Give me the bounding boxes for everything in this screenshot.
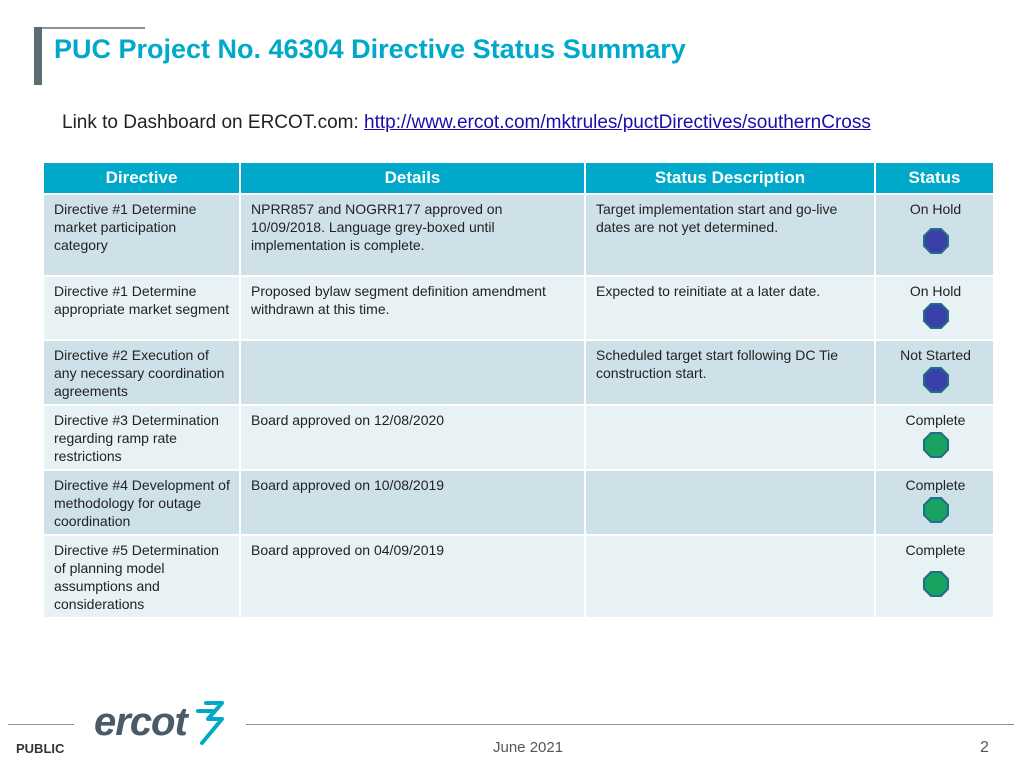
details-cell: Board approved on 10/08/2019 bbox=[241, 471, 584, 534]
classification-label: PUBLIC bbox=[16, 741, 65, 756]
details-cell: Board approved on 04/09/2019 bbox=[241, 536, 584, 617]
description-cell bbox=[586, 471, 874, 534]
status-octagon-icon bbox=[923, 571, 949, 597]
status-label: Not Started bbox=[900, 347, 971, 363]
directive-cell: Directive #3 Determination regarding ramp rate restrictions bbox=[44, 406, 239, 469]
table-header-row bbox=[44, 163, 993, 193]
status-label: Complete bbox=[905, 542, 966, 558]
dashboard-link-line bbox=[62, 112, 871, 134]
logo-wordmark: ercot bbox=[94, 700, 187, 744]
octagon-shape bbox=[924, 572, 948, 596]
octagon-shape bbox=[924, 433, 948, 457]
description-cell: Target implementation start and go-live dates are not yet determined. bbox=[586, 195, 874, 275]
table-row bbox=[44, 277, 993, 339]
details-cell: NPRR857 and NOGRR177 approved on 10/09/2018. Language grey-boxed until implementation is complete. bbox=[241, 195, 584, 275]
octagon-shape bbox=[924, 498, 948, 522]
table-row bbox=[44, 406, 993, 469]
status-cell bbox=[876, 341, 993, 404]
status-cell bbox=[876, 536, 993, 617]
details-cell bbox=[241, 341, 584, 404]
title-accent-bar bbox=[34, 27, 42, 85]
ercot-logo bbox=[94, 697, 229, 747]
header-status-description: Status Description bbox=[586, 163, 874, 193]
table-row bbox=[44, 195, 993, 275]
details-cell: Proposed bylaw segment definition amendment withdrawn at this time. bbox=[241, 277, 584, 339]
page-title: PUC Project No. 46304 Directive Status Summary bbox=[54, 34, 686, 64]
footer-date: June 2021 bbox=[493, 739, 564, 756]
page-number: 2 bbox=[980, 739, 989, 756]
directive-cell: Directive #1 Determine appropriate market segment bbox=[44, 277, 239, 339]
directive-cell: Directive #2 Execution of any necessary coordination agreements bbox=[44, 341, 239, 404]
octagon-shape bbox=[924, 229, 948, 253]
description-cell: Expected to reinitiate at a later date. bbox=[586, 277, 874, 339]
octagon-shape bbox=[924, 368, 948, 392]
directive-cell: Directive #5 Determination of planning model assumptions and considerations bbox=[44, 536, 239, 617]
description-cell: Scheduled target start following DC Tie construction start. bbox=[586, 341, 874, 404]
directive-status-table bbox=[42, 161, 995, 619]
logo-bolt-icon bbox=[198, 703, 222, 743]
title-accent-line bbox=[42, 27, 145, 29]
description-cell bbox=[586, 406, 874, 469]
footer-divider-right bbox=[246, 724, 1014, 725]
status-cell bbox=[876, 195, 993, 275]
header-status: Status bbox=[876, 163, 993, 193]
status-label: Complete bbox=[905, 477, 966, 493]
table-row bbox=[44, 536, 993, 617]
directive-cell: Directive #1 Determine market participation category bbox=[44, 195, 239, 275]
status-octagon-icon bbox=[923, 497, 949, 523]
status-octagon-icon bbox=[923, 432, 949, 458]
status-octagon-icon bbox=[923, 367, 949, 393]
table-row bbox=[44, 341, 993, 404]
directive-cell: Directive #4 Development of methodology for outage coordination bbox=[44, 471, 239, 534]
octagon-shape bbox=[924, 304, 948, 328]
table-row bbox=[44, 471, 993, 534]
status-cell bbox=[876, 471, 993, 534]
header-directive: Directive bbox=[44, 163, 239, 193]
dashboard-link-label: Link to Dashboard on ERCOT.com: bbox=[62, 112, 365, 133]
details-cell: Board approved on 12/08/2020 bbox=[241, 406, 584, 469]
status-label: On Hold bbox=[909, 201, 962, 217]
description-cell bbox=[586, 536, 874, 617]
header-details: Details bbox=[241, 163, 584, 193]
status-label: Complete bbox=[905, 412, 966, 428]
status-label: On Hold bbox=[909, 283, 962, 299]
footer-divider-left bbox=[8, 724, 74, 725]
status-octagon-icon bbox=[923, 228, 949, 254]
dashboard-link[interactable]: http://www.ercot.com/mktrules/puctDirectives/southernCross bbox=[364, 112, 871, 133]
status-octagon-icon bbox=[923, 303, 949, 329]
status-cell bbox=[876, 406, 993, 469]
status-cell bbox=[876, 277, 993, 339]
